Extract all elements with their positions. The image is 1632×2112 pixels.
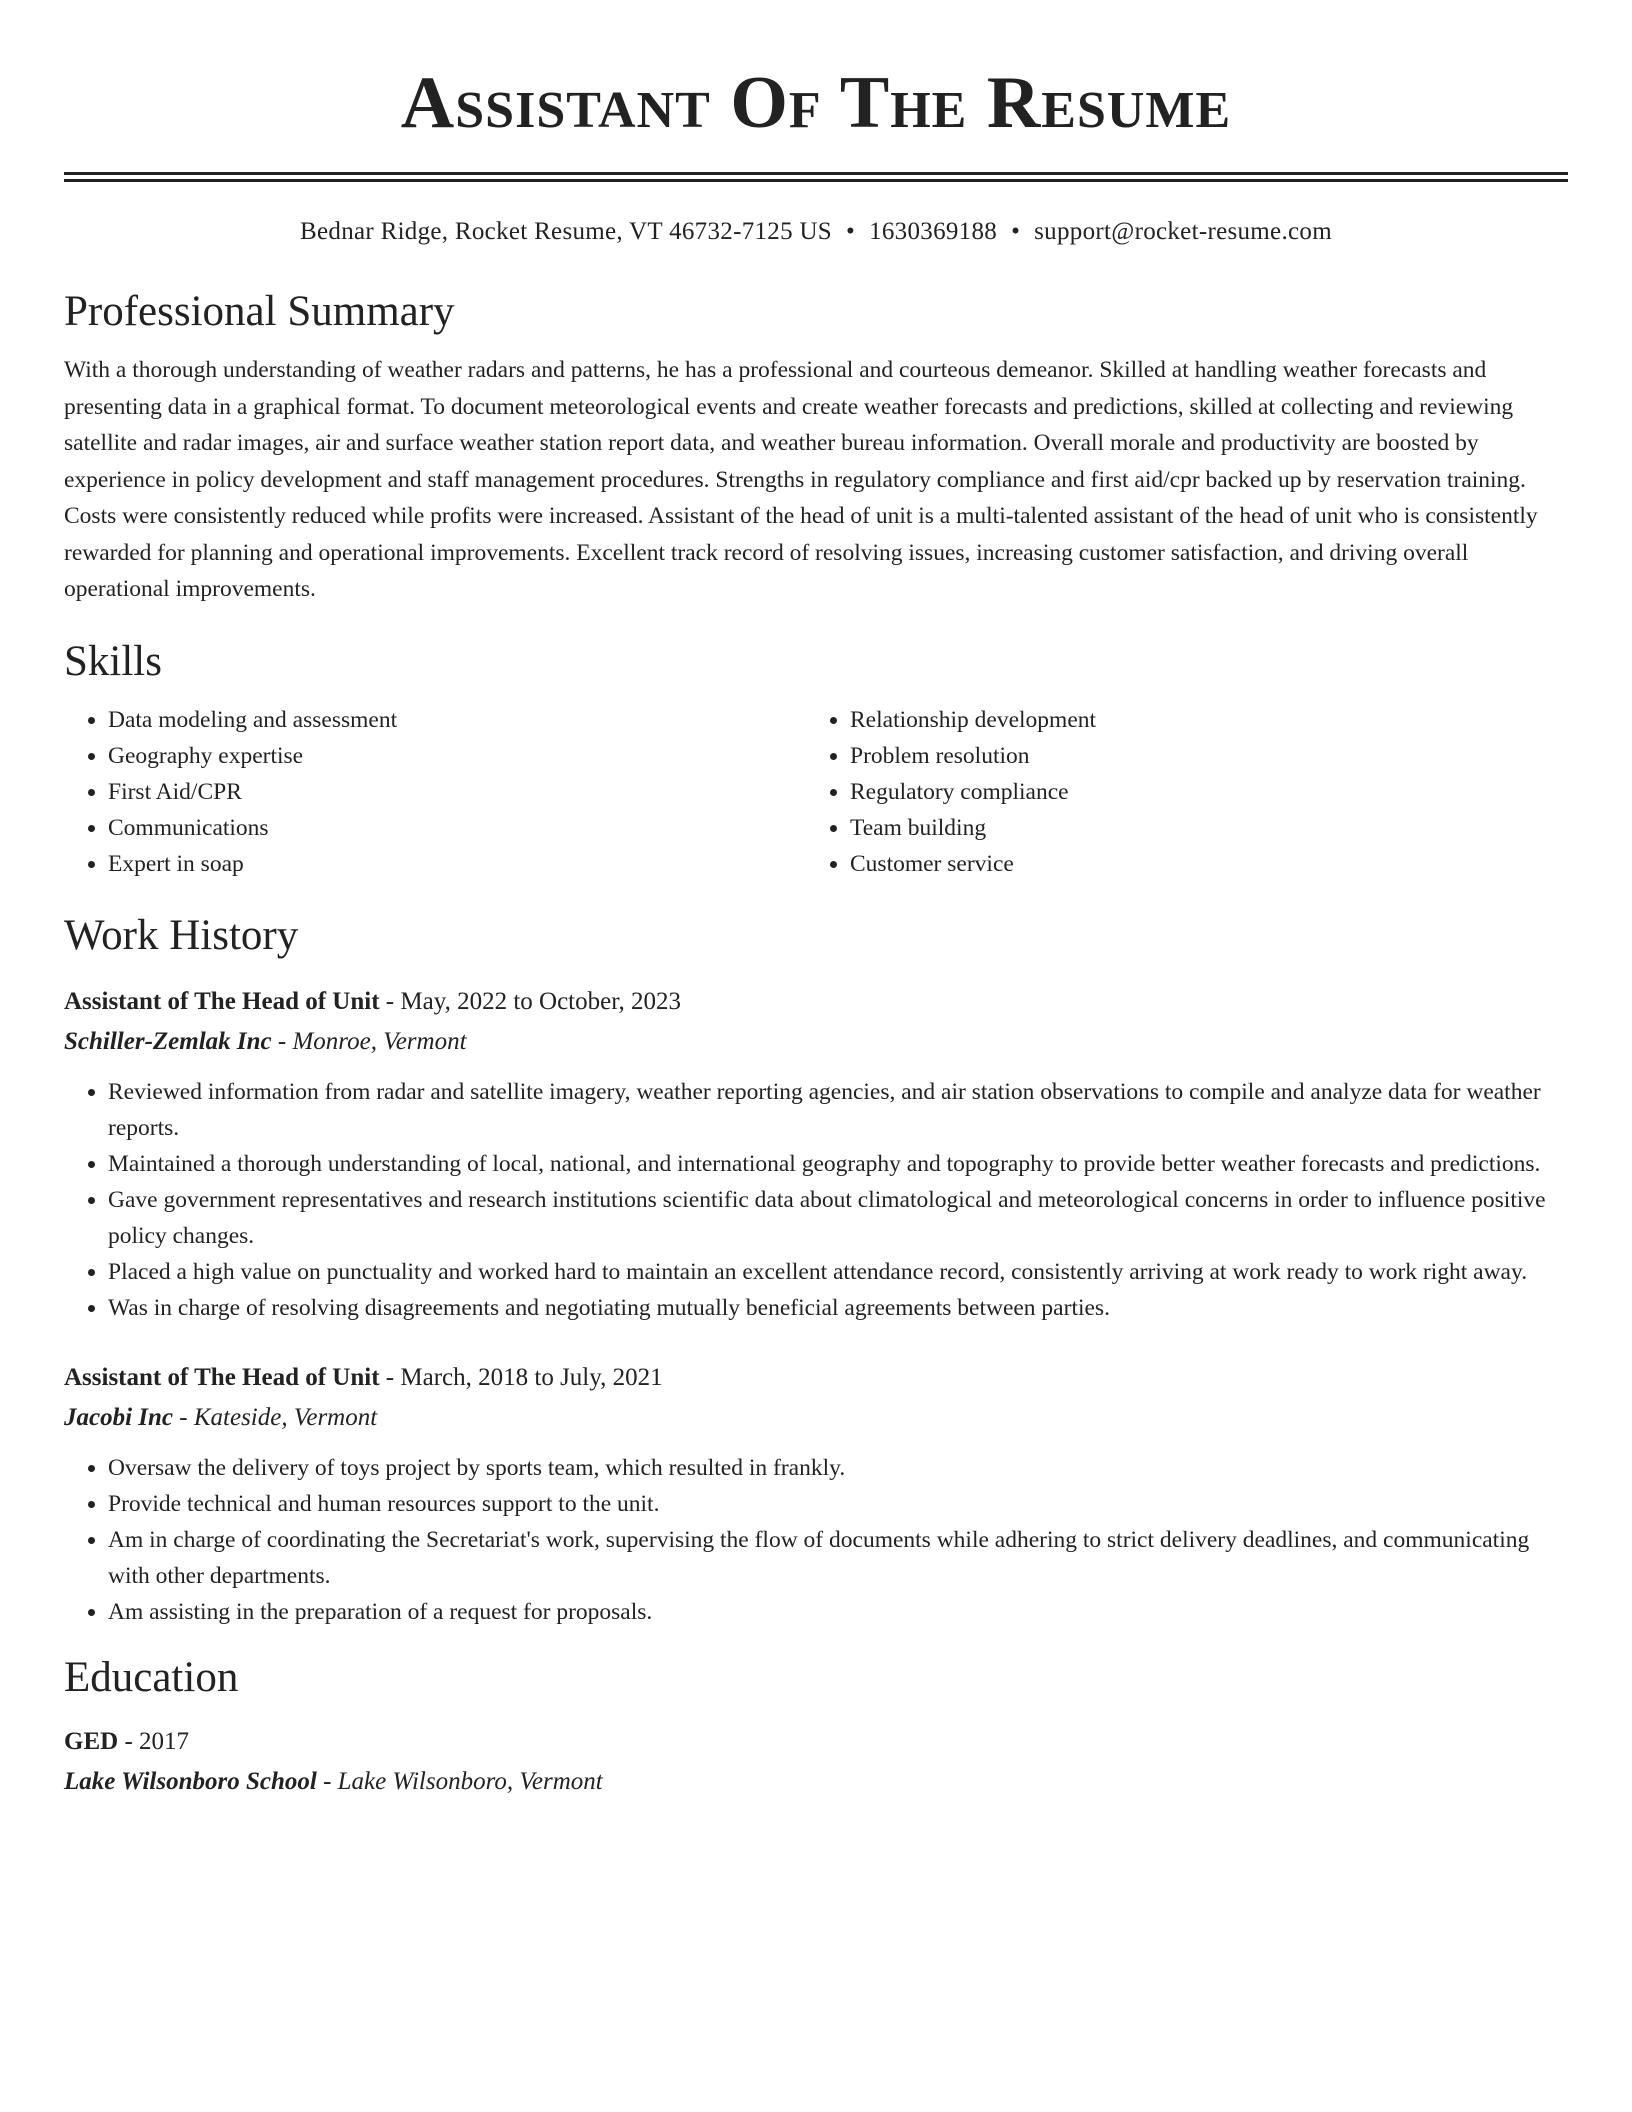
- contact-separator: •: [1011, 218, 1021, 245]
- duty-item: • Maintained a thorough understanding of local, national, and international geography and topography to provide better weather forecasts and predictions.: [108, 1146, 1568, 1182]
- job-location: - Monroe, Vermont: [271, 1027, 467, 1055]
- skill-item: • Geography expertise: [108, 738, 806, 774]
- job-entry: [64, 984, 1568, 1326]
- skill-item: • Relationship development: [850, 702, 1096, 738]
- skill-item: • Regulatory compliance: [850, 774, 1096, 810]
- skill-item: • Team building: [850, 810, 1096, 846]
- job-header: [64, 1360, 1568, 1396]
- education-heading: Education: [64, 1653, 239, 1701]
- job-title: Assistant of The Head of Unit: [64, 987, 380, 1015]
- job-duties: [64, 1074, 1568, 1326]
- header-divider: [64, 172, 1568, 182]
- skills-column-right: [806, 702, 1096, 882]
- education-degree-line: [64, 1724, 1568, 1760]
- skills-heading: Skills: [64, 637, 162, 685]
- skill-item: • Customer service: [850, 846, 1096, 882]
- education-school-line: [64, 1764, 1568, 1800]
- skill-item: • Problem resolution: [850, 738, 1096, 774]
- duty-item: • Reviewed information from radar and satellite imagery, weather reporting agencies, and air station observations to compile and analyze data for weather reports.: [108, 1074, 1568, 1146]
- job-company: Jacobi Inc: [64, 1403, 174, 1431]
- education-location: - Lake Wilsonboro, Vermont: [316, 1767, 603, 1795]
- duty-item: • Am assisting in the preparation of a request for proposals.: [108, 1594, 1568, 1630]
- job-employer: [64, 1024, 1568, 1060]
- contact-separator: •: [846, 218, 856, 245]
- skill-item: • Expert in soap: [108, 846, 806, 882]
- skill-item: • Data modeling and assessment: [108, 702, 806, 738]
- summary-text: With a thorough understanding of weather radars and patterns, he has a professional and courteous demeanor. Skilled at handling weather forecasts and presenting data in a graphical format. To document meteorological events and create weather forecasts and predictions, skilled at collecting and reviewing satellite and radar images, air and surface weather station report data, and weather bureau information. Overall morale and productivity are boosted by experience in policy development and staff management procedures. Strengths in regulatory compliance and first aid/cpr backed up by reservation training. Costs were consistently reduced while profits were increased. Assistant of the head of unit is a multi-talented assistant of the head of unit who is consistently rewarded for planning and operational improvements. Excellent track record of resolving issues, increasing customer satisfaction, and driving overall operational improvements.: [64, 357, 1538, 602]
- job-employer: [64, 1400, 1568, 1436]
- contact-address: Bednar Ridge, Rocket Resume, VT 46732-7125 US: [300, 218, 833, 245]
- job-company: Schiller-Zemlak Inc: [64, 1027, 272, 1055]
- skill-item: • First Aid/CPR: [108, 774, 806, 810]
- job-dates: - March, 2018 to July, 2021: [379, 1363, 663, 1391]
- contact-email: support@rocket-resume.com: [1034, 218, 1332, 245]
- job-entry: [64, 1360, 1568, 1630]
- work-history-heading: Work History: [64, 911, 299, 959]
- skills-list: [64, 702, 1568, 882]
- skill-item: • Communications: [108, 810, 806, 846]
- duty-item: • Provide technical and human resources support to the unit.: [108, 1486, 1568, 1522]
- job-location: - Kateside, Vermont: [173, 1403, 378, 1431]
- summary-heading: Professional Summary: [64, 288, 455, 335]
- skills-column-left: [64, 702, 806, 882]
- candidate-name: Assistant Of The Resume: [400, 62, 1232, 144]
- education-school: Lake Wilsonboro School: [64, 1767, 317, 1795]
- contact-line: [64, 214, 1568, 250]
- job-header: [64, 984, 1568, 1020]
- duty-item: • Was in charge of resolving disagreements and negotiating mutually beneficial agreements between parties.: [108, 1290, 1568, 1326]
- duty-item: • Placed a high value on punctuality and worked hard to maintain an excellent attendance record, consistently arriving at work ready to work right away.: [108, 1254, 1568, 1290]
- job-duties: [64, 1450, 1568, 1630]
- job-dates: - May, 2022 to October, 2023: [379, 987, 682, 1015]
- education-degree: GED: [64, 1727, 119, 1755]
- contact-phone: 1630369188: [869, 218, 998, 245]
- duty-item: • Oversaw the delivery of toys project by sports team, which resulted in frankly.: [108, 1450, 1568, 1486]
- job-title: Assistant of The Head of Unit: [64, 1363, 380, 1391]
- duty-item: • Gave government representatives and research institutions scientific data about climatological and meteorological concerns in order to influence positive policy changes.: [108, 1182, 1568, 1254]
- duty-item: • Am in charge of coordinating the Secretariat's work, supervising the flow of documents while adhering to strict delivery deadlines, and communicating with other departments.: [108, 1522, 1568, 1594]
- education-year: - 2017: [118, 1727, 190, 1755]
